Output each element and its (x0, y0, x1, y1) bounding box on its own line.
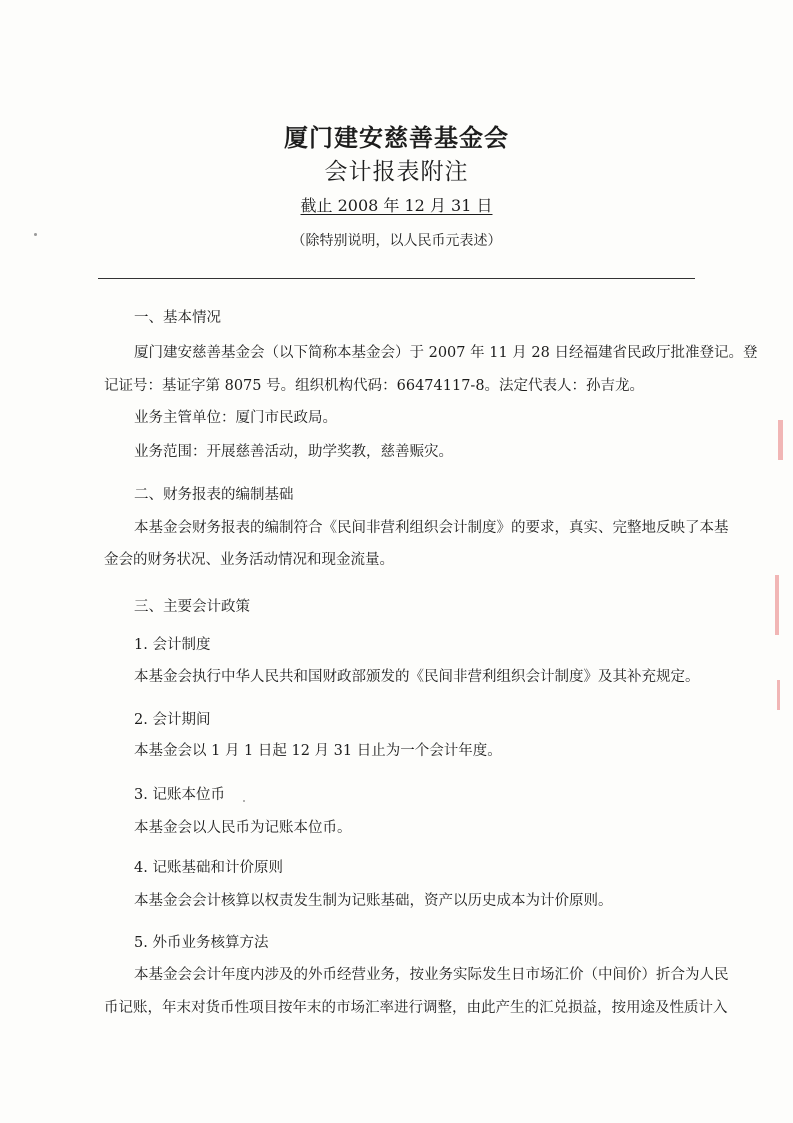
basis-line-1: 本基金会财务报表的编制符合《民间非营利组织会计制度》的要求，真实、完整地反映了本基 (134, 520, 729, 536)
basis-line-2: 金会的财务状况、业务活动情况和现金流量。 (104, 552, 394, 568)
scan-speck (243, 800, 245, 802)
section-heading-basis: 二、财务报表的编制基础 (134, 487, 294, 503)
policy-text-3: 本基金会以人民币为记账本位币。 (134, 820, 352, 836)
basic-line-1: 厦门建安慈善基金会（以下简称本基金会）于 2007 年 11 月 28 日经福建省民政厅批准登记。登 (134, 345, 758, 361)
scan-stamp-mark (777, 680, 780, 710)
scan-stamp-mark (775, 575, 779, 635)
currency-note: （除特别说明，以人民币元表述） (291, 233, 502, 249)
basic-line-3: 业务主管单位：厦门市民政局。 (134, 410, 337, 426)
policy-text-4: 本基金会会计核算以权责发生制为记账基础，资产以历史成本为计价原则。 (134, 893, 613, 909)
section-heading-policies: 三、主要会计政策 (134, 599, 250, 615)
policy-title-5: 5. 外币业务核算方法 (134, 935, 269, 951)
report-date-text: 截止 2008 年 12 月 31 日 (300, 196, 493, 215)
policy-text-2: 本基金会以 1 月 1 日起 12 月 31 日止为一个会计年度。 (134, 743, 502, 759)
scan-speck (34, 233, 37, 236)
report-date (0, 193, 793, 216)
policy-text-5-line-2: 币记账，年末对货币性项目按年末的市场汇率进行调整，由此产生的汇兑损益，按用途及性质计入 (104, 1000, 728, 1016)
policy-text-5-line-1: 本基金会会计年度内涉及的外币经营业务，按业务实际发生日市场汇价（中间价）折合为人民 (134, 967, 729, 983)
policy-title-3: 3. 记账本位币 (134, 787, 225, 803)
section-heading-basic: 一、基本情况 (134, 310, 221, 326)
scan-stamp-mark (778, 420, 783, 460)
header-divider (98, 278, 695, 279)
policy-title-1: 1. 会计制度 (134, 637, 211, 653)
policy-title-2: 2. 会计期间 (134, 712, 211, 728)
policy-title-4: 4. 记账基础和计价原则 (134, 860, 283, 876)
policy-text-1: 本基金会执行中华人民共和国财政部颁发的《民间非营利组织会计制度》及其补充规定。 (134, 669, 700, 685)
document-title: 厦门建安慈善基金会 (284, 123, 509, 152)
basic-line-2: 记证号：基证字第 8075 号。组织机构代码：66474117-8。法定代表人：孙吉龙。 (104, 378, 645, 394)
document-subtitle: 会计报表附注 (324, 159, 469, 185)
basic-line-4: 业务范围：开展慈善活动，助学奖教，慈善赈灾。 (134, 444, 453, 460)
